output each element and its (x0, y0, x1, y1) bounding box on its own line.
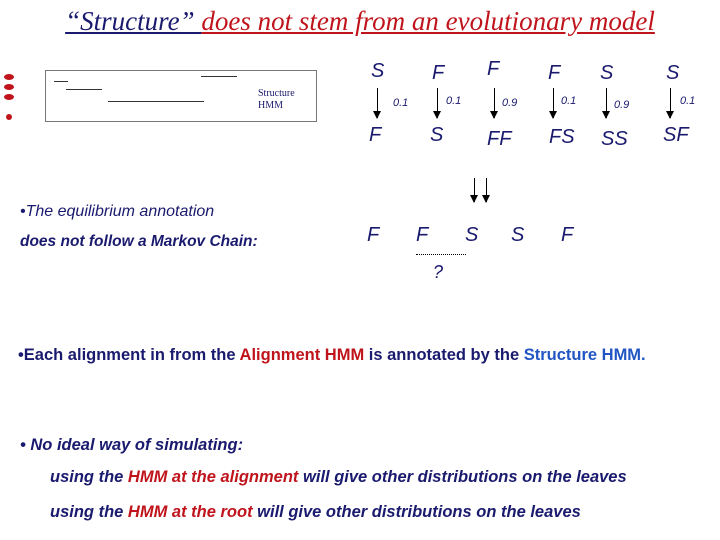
row3-node: S (511, 224, 525, 246)
box-line (54, 81, 68, 82)
row1-node: S (666, 62, 680, 84)
line-b (50, 503, 581, 522)
dot (4, 94, 14, 100)
bullet2-t1: Each alignment in from the (23, 346, 240, 364)
row2-node: SF (663, 124, 689, 146)
dot (4, 74, 14, 80)
hmm-label-line1: Structure (258, 88, 295, 99)
transition-prob: 0.1 (680, 95, 696, 107)
row1-node: F (548, 62, 561, 84)
arrow (606, 88, 607, 118)
arrow (494, 88, 495, 118)
row1-node: S (371, 60, 385, 82)
transition-prob: 0.9 (614, 99, 630, 111)
bullet2-bullet: • (18, 346, 24, 364)
row3-node: F (561, 224, 574, 246)
title-part2: does not stem from an evolutionary model (201, 6, 655, 36)
structure-hmm-label (258, 88, 295, 112)
box-line (66, 89, 102, 90)
row2-node: SS (601, 128, 628, 150)
row2-node: S (430, 124, 444, 146)
transition-prob: 0.1 (446, 95, 462, 107)
title-part1: “Structure” (65, 6, 202, 36)
bullet3-bullet: • (20, 436, 26, 454)
row3-node: F (367, 224, 380, 246)
bullet3-text (20, 436, 243, 455)
bullet3-heading: No ideal way of simulating: (25, 436, 244, 454)
dotted-underline (416, 254, 466, 255)
row1-node: F (487, 58, 500, 80)
down-arrow (474, 178, 475, 202)
row3-node: S (465, 224, 479, 246)
slide-title (0, 6, 720, 37)
line-b-t3: will give other distributions on the leaves (252, 503, 581, 521)
line-b-hmm: HMM at the root (127, 503, 253, 521)
line-a-hmm: HMM at the alignment (127, 468, 299, 486)
bullet1-line2: does not follow a Markov Chain: (20, 233, 258, 250)
line-a (50, 468, 627, 487)
line-a-t3: will give other distributions on the leaves (298, 468, 627, 486)
dot (6, 114, 12, 120)
transition-prob: 0.1 (393, 97, 409, 109)
down-arrow (486, 178, 487, 202)
hmm-label-line2: HMM (258, 100, 284, 111)
arrow (437, 88, 438, 118)
row3-node: F (416, 224, 429, 246)
bullet2-t3: is annotated by the (364, 346, 524, 364)
transition-prob: 0.9 (502, 97, 518, 109)
line-a-t1: using the (50, 468, 128, 486)
row2-node: FS (549, 126, 575, 148)
box-line (108, 101, 204, 102)
row2-node: FF (487, 128, 512, 150)
question-mark: ? (433, 262, 444, 282)
bullet1-line1: •The equilibrium annotation (20, 203, 215, 220)
bullet2-structure-hmm: Structure HMM. (523, 346, 646, 364)
bullet2-text (18, 346, 646, 365)
dot (4, 84, 14, 90)
arrow (553, 88, 554, 118)
line-b-t1: using the (50, 503, 128, 521)
bullet2-alignment-hmm: Alignment HMM (239, 346, 365, 364)
row1-node: F (432, 62, 445, 84)
decorative-dots (4, 74, 16, 124)
box-line (201, 76, 237, 77)
transition-prob: 0.1 (561, 95, 577, 107)
row1-node: S (600, 62, 614, 84)
arrow (377, 88, 378, 118)
row2-node: F (369, 124, 382, 146)
arrow (670, 88, 671, 118)
